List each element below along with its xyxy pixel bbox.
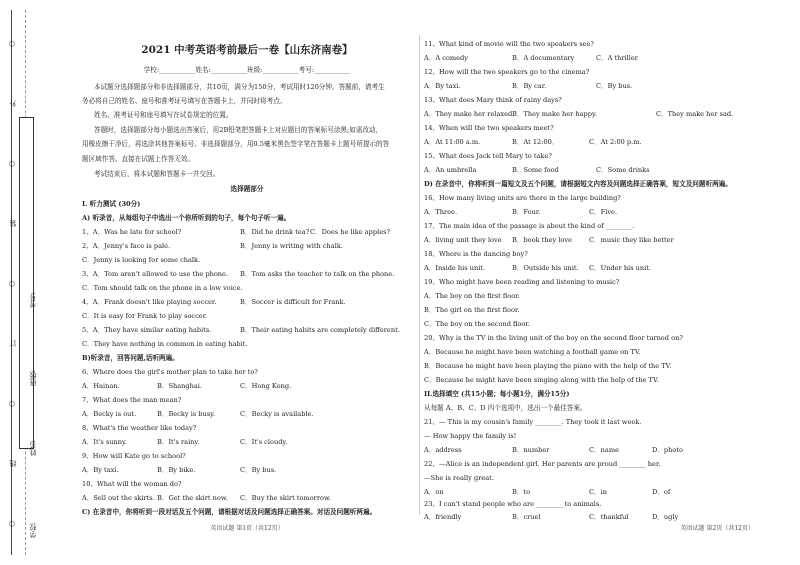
option-a: A．The boy on the first floor. <box>424 292 520 300</box>
question-stem: 13、What does Mary think of rainy days? <box>424 96 562 104</box>
option-a: A．friendly <box>424 513 462 521</box>
part-heading: I. 听力测试 (30分) <box>82 200 141 208</box>
option-a: A．By taxi. <box>82 466 119 474</box>
question-stem: 17、The main idea of the passage is about the kind of ________. <box>424 222 635 230</box>
option-c: C．By bus. <box>240 466 277 474</box>
question-stem: 20、Why is the TV in the living unit of the boy on the second floor turned on? <box>424 334 683 342</box>
option-c: C．name <box>589 446 619 454</box>
option-c: C．Tom should talk on the phone in a low voice. <box>82 284 243 292</box>
option-a: 5、A．They have similar eating habits. <box>82 326 212 334</box>
option-a: 2、A．Jenny's face is pale. <box>82 242 171 250</box>
option-b: B．number <box>512 446 550 454</box>
question-stem: 21、— This is my cousin's family ________. They took it last week. <box>424 418 642 426</box>
info-line: 学校:___________姓名:___________班级:___________考号:___________ <box>143 66 351 74</box>
seal-mark: 装 <box>9 220 17 227</box>
option-a: 4、A．Frank doesn't like playing soccer. <box>82 298 217 306</box>
option-c: C．Jenny is looking for some chalk. <box>82 256 201 264</box>
option-a: A．They make her relaxed. <box>424 110 515 118</box>
seal-mark: ○ <box>8 400 16 408</box>
option-b: B．By car. <box>512 82 547 90</box>
exam-title: 2021 中考英语考前最后一卷【山东济南卷】 <box>141 44 353 56</box>
page-footer: 英语试题 第1页（共12页） <box>210 525 284 532</box>
option-b: B．They make her happy. <box>512 110 597 118</box>
option-a: A．living unit they love <box>424 236 502 244</box>
part-instruction: B)听录音，回答问题,话听两遍。 <box>82 354 179 362</box>
option-c: C．It is easy for Frank to play soccer. <box>82 312 208 320</box>
option-a: A．It's sunny. <box>82 438 127 446</box>
school-label: 学校: <box>29 522 37 539</box>
option-d: D．photo <box>652 446 683 454</box>
question-stem: 16、How many living units are there in the large building? <box>424 194 621 202</box>
option-c: C．A thriller <box>596 54 638 62</box>
option-b: B．to <box>512 488 531 496</box>
option-c: C．in <box>589 488 607 496</box>
question-stem: 15、What does Jack tell Mary to take? <box>424 152 552 160</box>
question-stem: 10、What will the woman do? <box>82 480 182 488</box>
instruction-line: 题区域作答。直接在试题上作答无效。 <box>82 155 195 163</box>
instruction-line: 务必将自己的姓名、座号和准考证号填写在答题卡上，并同时将考点、 <box>82 97 287 105</box>
seal-mark: 订 <box>9 340 17 347</box>
option-c: C．thankful <box>589 513 629 521</box>
option-b: B．cruel <box>512 513 541 521</box>
option-b: B．Their eating habits are completely different. <box>240 326 400 334</box>
option-a: A．Sell out the skirts. <box>82 494 155 502</box>
option-b: B．A documentary <box>512 54 575 62</box>
option-c: C．They have nothing in common in eating habit. <box>82 340 248 348</box>
option-c: C．Because he might have been singing along with the help of the TV. <box>424 376 659 384</box>
page-left <box>82 0 412 565</box>
seal-mark: ○ <box>8 160 16 168</box>
option-c: C．Under his unit. <box>589 264 651 272</box>
question-stem: 23、I can't stand people who are ________ to animals. <box>424 500 602 508</box>
option-b: B．The girl on the first floor. <box>424 306 520 314</box>
section-title: 选择题部分 <box>230 185 264 193</box>
part-instruction: A) 听录音，从每组句子中选出一个你所听到的句子，每个句子听一遍。 <box>82 214 291 222</box>
question-stem-line: —She is really great. <box>424 474 494 482</box>
page-footer: 英语试题 第2页（共12页） <box>680 525 754 532</box>
part-heading: II.选择填空 (共15小题；每小题1分，满分15分) <box>424 390 570 398</box>
option-a: 3、A．Tom aren't allowed to use the phone. <box>82 270 229 278</box>
option-a: A．Three. <box>424 208 458 216</box>
option-a: A．Hainan. <box>82 382 120 390</box>
option-a: A．address <box>424 446 462 454</box>
question-stem: 19、Who might have been reading and listening to music? <box>424 278 620 286</box>
name-label: 姓名: <box>29 440 37 457</box>
option-b: B．Some food <box>512 166 559 174</box>
seal-mark: 线 <box>9 460 17 467</box>
option-a: A．Inside his unit. <box>424 264 486 272</box>
option-b: B．Jenny is writing with chalk. <box>240 242 343 250</box>
option-c: C．music they like better <box>589 236 674 244</box>
question-stem: 22、—Alice is an independent girl. Her parents are proud ________ her. <box>424 460 661 468</box>
option-c: C．Five. <box>589 208 618 216</box>
seal-mark: ○ <box>8 520 16 528</box>
option-a: A．Because he might have been watching a football game on TV. <box>424 348 641 356</box>
option-a: 1、A．Was he late for school? <box>82 228 182 236</box>
seal-mark: ○ <box>8 40 16 48</box>
option-b: B．Soccer is difficult for Frank. <box>240 298 346 306</box>
question-stem: 18、Where is the dancing boy? <box>424 250 528 258</box>
question-stem: 14、When will the two speakers meet? <box>424 124 554 132</box>
option-c: C．It's cloudy. <box>240 438 288 446</box>
instruction-line: 姓名、准考证号和座号填写在试卷规定的位置。 <box>94 111 233 119</box>
option-c: C．Some drinks <box>596 166 650 174</box>
question-stem: 6、Where does the girl's mother plan to take her to? <box>82 368 258 376</box>
option-c: C．They make her sad. <box>656 110 734 118</box>
part-instruction: 从每题 A、B、C、D 四个选项中，选出一个最佳答案。 <box>424 404 587 412</box>
option-b: B．Becky is busy. <box>157 410 216 418</box>
instruction-line: 答题时，选择题部分每小题选出答案后，用2B铅笔把答题卡上对应题目的答案标号涂黑;如需改动， <box>94 126 383 134</box>
page-right <box>424 0 784 565</box>
option-b: B．Get the skirt now. <box>157 494 228 502</box>
question-stem: 8、What's the weather like today? <box>82 424 197 432</box>
option-b: B．Because he might have been playing the piano with the help of the TV. <box>424 362 672 370</box>
option-c: C．Does he like apples? <box>310 228 391 236</box>
option-b: B．At 12:00． <box>512 138 559 146</box>
binding-margin <box>0 0 40 565</box>
option-c: C．By bus. <box>596 82 633 90</box>
option-a: A．Becky is out. <box>82 410 137 418</box>
option-b: B．book they love <box>512 236 573 244</box>
option-c: C．Buy the skirt tomorrow. <box>240 494 331 502</box>
option-a: A．A comedy <box>424 54 468 62</box>
option-a: A．By taxi. <box>424 82 461 90</box>
question-stem: 9、How will Kate go to school? <box>82 452 186 460</box>
option-c: C．Hong Kong. <box>240 382 292 390</box>
class-label: 班级: <box>29 370 37 387</box>
option-b: B．Did he drink tea? <box>240 228 310 236</box>
question-stem: 12、How will the two speakers go to the cinema? <box>424 68 590 76</box>
part-instruction: C) 在录音中，你将听到一段对话及五个问题，请根据对话及问题选择正确答案。对话及问题听两遍。 <box>82 508 377 516</box>
question-stem: 7、What does the man mean? <box>82 396 182 404</box>
seal-mark: ○ <box>8 280 16 288</box>
option-c: C．Becky is available. <box>240 410 314 418</box>
option-b: B．Shanghai. <box>157 382 202 390</box>
binding-box <box>19 117 34 449</box>
instruction-line: 考试结束后，将本试题和答题卡一并交回。 <box>94 170 220 178</box>
page-separator <box>419 35 420 515</box>
question-stem-line: — How happy the family is! <box>424 432 517 440</box>
option-b: B．By bike. <box>157 466 196 474</box>
option-b: B．Tom asks the teacher to talk on the phone. <box>240 270 395 278</box>
option-a: A．At 11:00 a.m. <box>424 138 481 146</box>
exam-number-label: 考号: <box>29 292 37 309</box>
option-d: D．of <box>652 488 671 496</box>
option-b: B．It's rainy. <box>157 438 200 446</box>
instruction-line: 用橡皮擦干净后，再选涂其他答案标号。非选择题部分，用0.5毫米黑色签字笔在答题卡上题号所提示的答 <box>82 140 390 148</box>
option-c: C．The boy on the second floor. <box>424 320 530 328</box>
question-stem: 11、What kind of movie will the two speakers see? <box>424 40 594 48</box>
option-b: B．Outside his unit. <box>512 264 579 272</box>
option-a: A．An umbrella <box>424 166 477 174</box>
option-b: B．Four. <box>512 208 541 216</box>
seal-mark: 外 <box>9 100 17 107</box>
option-d: D．ugly <box>652 513 679 521</box>
instruction-line: 本试题分选择题部分和非选择题部分，共10页，满分为150分，考试用时120分钟。答题前，请考生 <box>94 83 385 91</box>
option-c: C．At 2:00 p.m. <box>589 138 642 146</box>
option-a: A．on <box>424 488 444 496</box>
part-instruction: D) 在录音中，你将听到一篇短文及五个问题，请根据短文内容及问题选择正确答案，短文及问题听两遍。 <box>424 180 732 188</box>
